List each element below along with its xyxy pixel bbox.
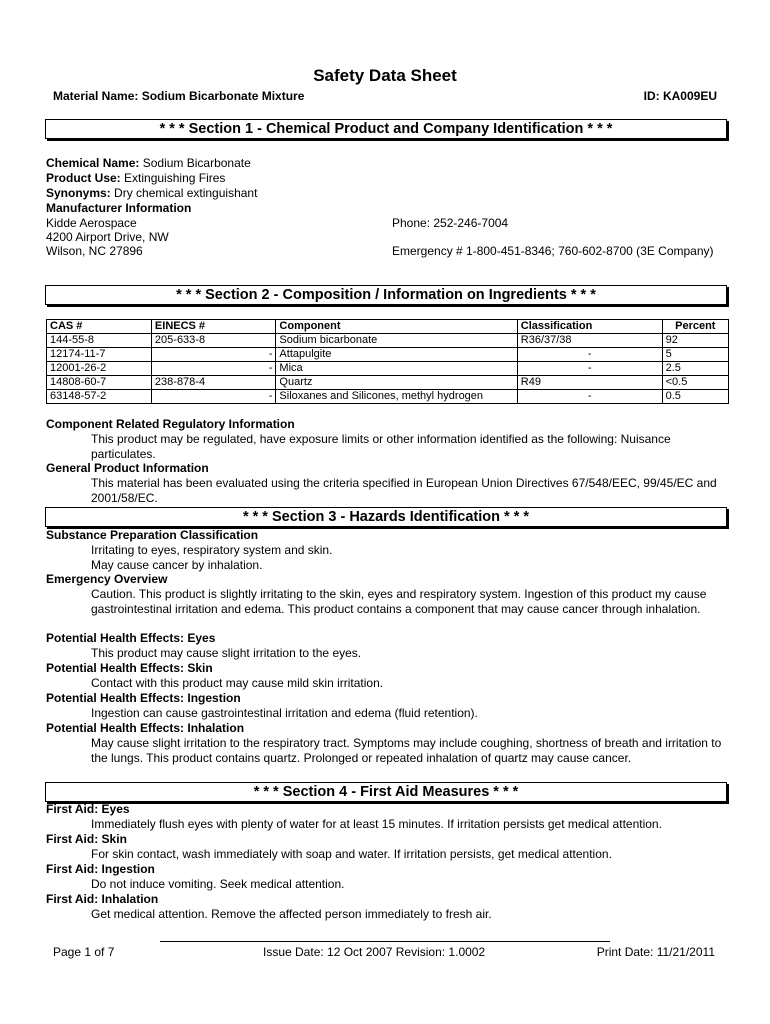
table-row — [47, 390, 729, 404]
document-id: ID: KA009EU — [643, 89, 717, 103]
table-cell: - — [151, 362, 276, 376]
general-info-label: General Product Information — [46, 461, 209, 475]
table-cell: Sodium bicarbonate — [276, 334, 517, 348]
section-4-heading: * * * Section 4 - First Aid Measures * * * — [45, 782, 727, 802]
table-cell: Siloxanes and Silicones, methyl hydrogen — [276, 390, 517, 404]
first-aid-skin-text: For skin contact, wash immediately with soap and water. If irritation persists, get medical attention. — [91, 847, 612, 861]
first-aid-ingestion-label: First Aid: Ingestion — [46, 862, 155, 876]
footer-rule — [160, 941, 610, 942]
synonyms-label: Synonyms: — [46, 186, 111, 200]
prep-classification-line-1: Irritating to eyes, respiratory system and skin. — [91, 543, 333, 557]
table-cell: Quartz — [276, 376, 517, 390]
table-cell: 12001-26-2 — [47, 362, 152, 376]
column-header: Classification — [517, 320, 662, 334]
column-header: Component — [276, 320, 517, 334]
regulatory-info-label: Component Related Regulatory Information — [46, 417, 295, 431]
emergency-overview-text: Caution. This product is slightly irritating to the skin, eyes and respiratory system. Ingestion of this product my cause gastrointestinal irritation and edema. This product contains a component that may cause cancer through inhalation. — [91, 587, 707, 616]
address-line-1: 4200 Airport Drive, NW — [46, 230, 169, 244]
column-header: EINECS # — [151, 320, 276, 334]
first-aid-inhalation-text: Get medical attention. Remove the affected person immediately to fresh air. — [91, 907, 492, 921]
table-row — [47, 334, 729, 348]
table-cell: - — [517, 362, 662, 376]
chemical-name-label: Chemical Name: — [46, 156, 140, 170]
health-eyes-label: Potential Health Effects: Eyes — [46, 631, 216, 645]
regulatory-info-text: This product may be regulated, have exposure limits or other information identified as the following: Nuisance particulates. — [91, 432, 671, 461]
manufacturer-label: Manufacturer Information — [46, 201, 192, 215]
health-ingestion-label: Potential Health Effects: Ingestion — [46, 691, 241, 705]
section-1-heading: * * * Section 1 - Chemical Product and Company Identification * * * — [45, 119, 727, 139]
prep-classification-label: Substance Preparation Classification — [46, 528, 259, 542]
health-inhalation-label: Potential Health Effects: Inhalation — [46, 721, 245, 735]
table-row — [47, 348, 729, 362]
health-skin-label: Potential Health Effects: Skin — [46, 661, 213, 675]
first-aid-inhalation-label: First Aid: Inhalation — [46, 892, 159, 906]
composition-table — [46, 319, 729, 404]
page-number: Page 1 of 7 — [53, 945, 115, 959]
table-cell: 205-633-8 — [151, 334, 276, 348]
health-inhalation-text: May cause slight irritation to the respiratory tract. Symptoms may include coughing, shortness of breath and irritation to the lungs. This product contains quartz. Prolonged or repeated inhalation of quartz may cause cancer. — [91, 736, 722, 765]
emergency-number: Emergency # 1-800-451-8346; 760-602-8700 (3E Company) — [392, 244, 714, 258]
company-name: Kidde Aerospace — [46, 216, 137, 230]
chemical-name — [46, 156, 251, 171]
product-use-value: Extinguishing Fires — [124, 171, 226, 185]
issue-date: Issue Date: 12 Oct 2007 Revision: 1.0002 — [263, 945, 486, 959]
print-date: Print Date: 11/21/2011 — [596, 945, 715, 959]
chemical-name-value: Sodium Bicarbonate — [142, 156, 251, 170]
column-header: Percent — [662, 320, 728, 334]
table-cell: 5 — [662, 348, 728, 362]
synonyms — [46, 186, 257, 201]
first-aid-skin-label: First Aid: Skin — [46, 832, 127, 846]
synonyms-value: Dry chemical extinguishant — [114, 186, 258, 200]
health-eyes-text: This product may cause slight irritation to the eyes. — [91, 646, 362, 660]
table-cell: - — [151, 348, 276, 362]
address-line-2: Wilson, NC 27896 — [46, 244, 143, 258]
table-cell: R36/37/38 — [517, 334, 662, 348]
table-cell: Attapulgite — [276, 348, 517, 362]
table-cell: - — [517, 390, 662, 404]
table-cell: R49 — [517, 376, 662, 390]
health-skin-text: Contact with this product may cause mild skin irritation. — [91, 676, 384, 690]
section-2-heading: * * * Section 2 - Composition / Information on Ingredients * * * — [45, 285, 727, 305]
prep-classification-line-2: May cause cancer by inhalation. — [91, 558, 263, 572]
health-ingestion-text: Ingestion can cause gastrointestinal irritation and edema (fluid retention). — [91, 706, 478, 720]
table-header-row — [47, 320, 729, 334]
emergency-overview-label: Emergency Overview — [46, 572, 168, 586]
table-cell: 144-55-8 — [47, 334, 152, 348]
general-info-text: This material has been evaluated using the criteria specified in European Union Directives 67/548/EEC, 99/45/EC and 2001/58/EC. — [91, 476, 717, 505]
product-use — [46, 171, 225, 186]
phone-number: Phone: 252-246-7004 — [392, 216, 509, 230]
first-aid-eyes-text: Immediately flush eyes with plenty of water for at least 15 minutes. If irritation persists get medical attention. — [91, 817, 662, 831]
table-cell: 2.5 — [662, 362, 728, 376]
table-row — [47, 362, 729, 376]
table-cell: 12174-11-7 — [47, 348, 152, 362]
table-cell: 0.5 — [662, 390, 728, 404]
first-aid-ingestion-text: Do not induce vomiting. Seek medical attention. — [91, 877, 345, 891]
section-3-heading: * * * Section 3 - Hazards Identification * * * — [45, 507, 727, 527]
document-title: Safety Data Sheet — [313, 66, 457, 85]
table-cell: 63148-57-2 — [47, 390, 152, 404]
table-cell: <0.5 — [662, 376, 728, 390]
table-cell: Mica — [276, 362, 517, 376]
column-header: CAS # — [47, 320, 152, 334]
table-cell: 14808-60-7 — [47, 376, 152, 390]
table-cell: 92 — [662, 334, 728, 348]
first-aid-eyes-label: First Aid: Eyes — [46, 802, 130, 816]
table-cell: - — [151, 390, 276, 404]
table-cell: 238-878-4 — [151, 376, 276, 390]
table-row — [47, 376, 729, 390]
table-cell: - — [517, 348, 662, 362]
material-name: Material Name: Sodium Bicarbonate Mixture — [53, 89, 305, 103]
product-use-label: Product Use: — [46, 171, 121, 185]
